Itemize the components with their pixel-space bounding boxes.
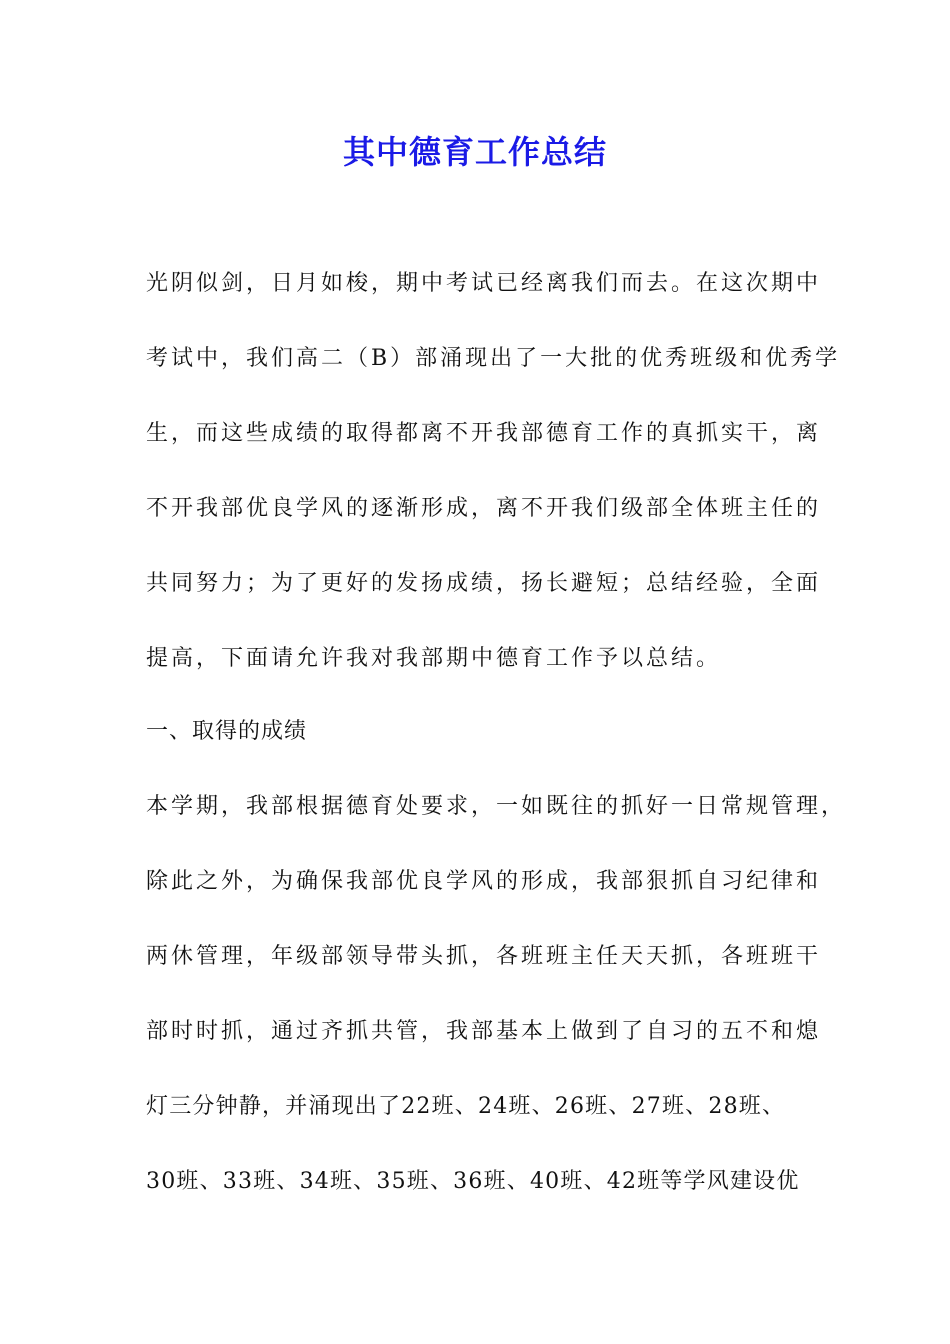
document-title: 其中德育工作总结 — [342, 133, 607, 171]
paragraph-line: 生，而这些成绩的取得都离不开我部德育工作的真抓实干，离 — [146, 421, 822, 446]
paragraph-line: 提高，下面请允许我对我部期中德育工作予以总结。 — [146, 646, 722, 671]
paragraph-line: 本学期，我部根据德育处要求，一如既往的抓好一日常规管理， — [146, 794, 847, 819]
paragraph-line: 除此之外，为确保我部优良学风的形成，我部狠抓自习纪律和 — [146, 869, 822, 894]
paragraph-line: 不开我部优良学风的逐渐形成，离不开我们级部全体班主任的 — [146, 496, 822, 521]
section-heading: 一、取得的成绩 — [146, 719, 308, 744]
paragraph-line: 灯三分钟静，并涌现出了22班、24班、26班、27班、28班、 — [146, 1094, 786, 1119]
paragraph-line: 考试中，我们高二（B）部涌现出了一大批的优秀班级和优秀学 — [146, 346, 841, 371]
paragraph-line: 两休管理，年级部领导带头抓，各班班主任天天抓，各班班干 — [146, 944, 822, 969]
paragraph-line: 30班、33班、34班、35班、36班、40班、42班等学风建设优 — [146, 1169, 800, 1194]
paragraph-line: 共同努力；为了更好的发扬成绩，扬长避短；总结经验，全面 — [146, 571, 822, 596]
paragraph-line: 光阴似剑，日月如梭，期中考试已经离我们而去。在这次期中 — [146, 271, 822, 296]
paragraph-line: 部时时抓，通过齐抓共管，我部基本上做到了自习的五不和熄 — [146, 1019, 822, 1044]
